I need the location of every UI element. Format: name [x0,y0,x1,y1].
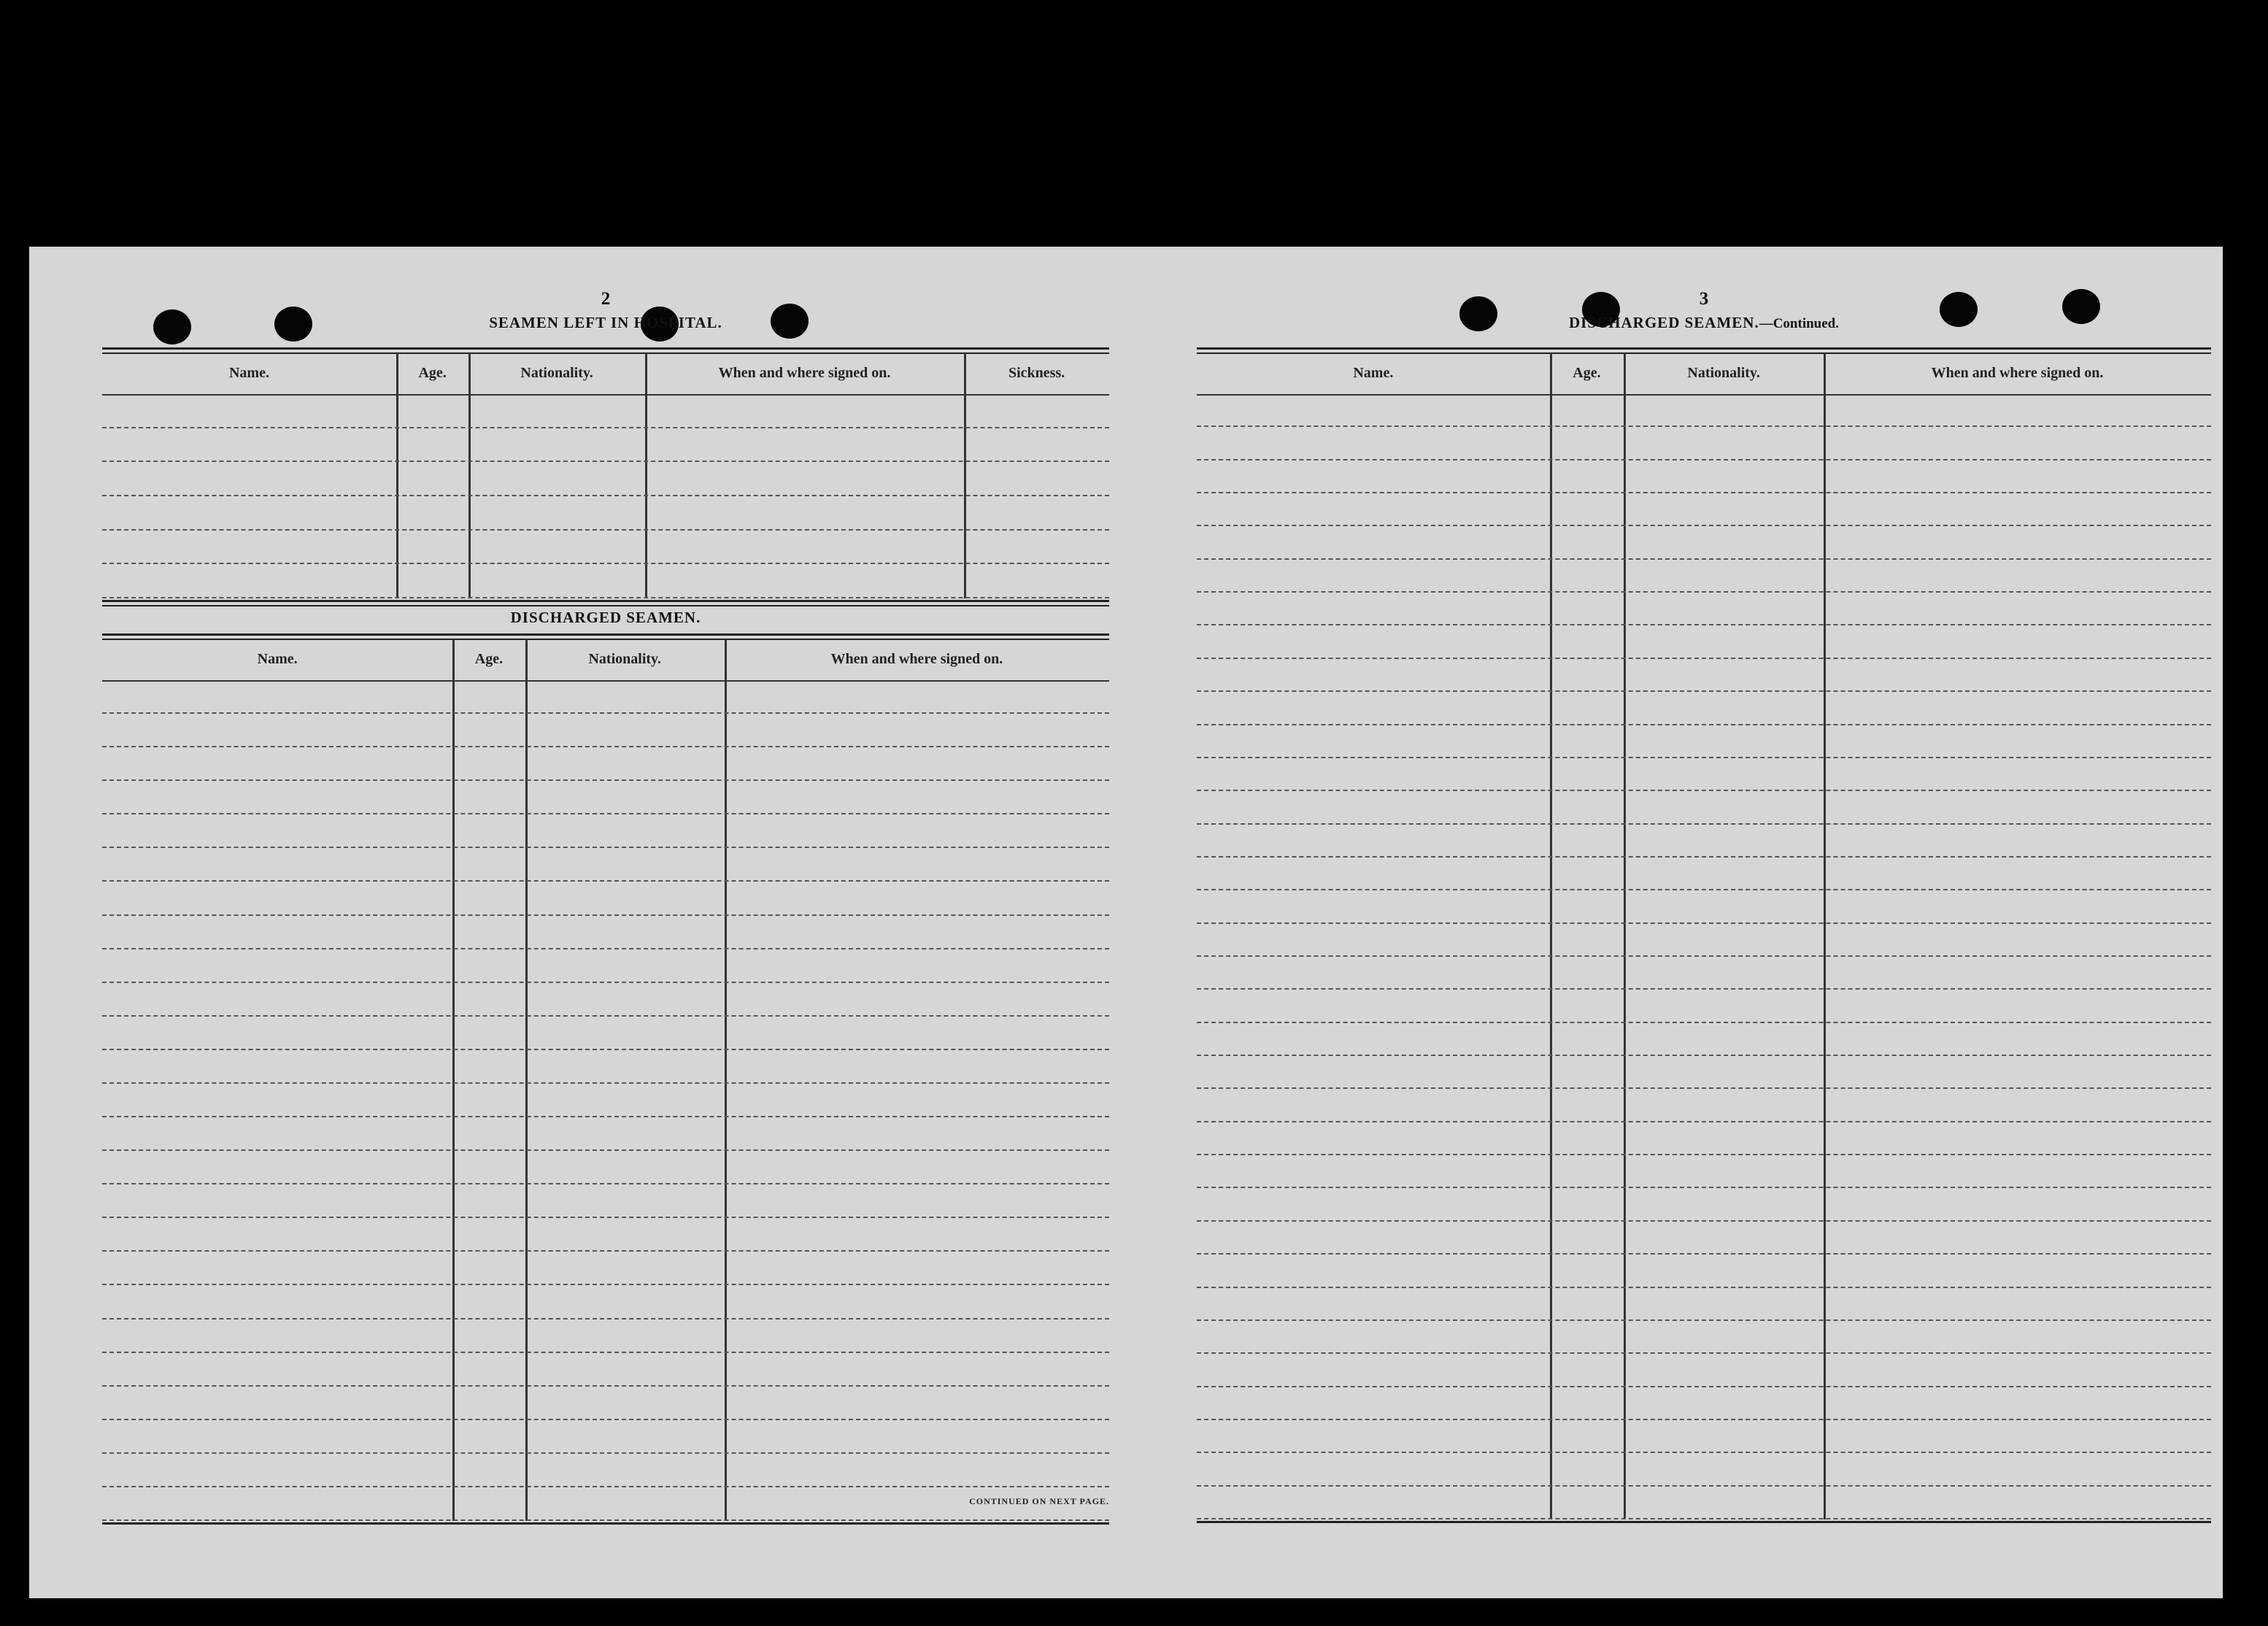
blank-row [1197,922,2211,924]
column-divider [396,353,398,598]
column-header: Nationality. [1687,365,1760,381]
column-divider [1824,353,1826,1519]
column-header-row [1197,353,2211,394]
header-rule [102,394,1109,396]
section-rule [102,600,1109,602]
blank-row [102,1082,1109,1084]
blank-row [102,1519,1109,1521]
discharged-section-title: DISCHARGED SEAMEN. [510,609,701,626]
blank-row [102,563,1109,564]
blank-row [102,779,1109,781]
blank-row [1197,459,2211,461]
blank-row [102,1183,1109,1184]
blank-row [1197,1187,2211,1188]
blank-row [1197,955,2211,957]
section-rule [102,633,1109,636]
column-divider [645,353,647,598]
discharged-continued-table [1197,353,2211,1519]
column-header: Nationality. [588,651,661,667]
hospital-section-title: SEAMEN LEFT IN HOSPITAL. [489,314,722,331]
blank-row [1197,1087,2211,1089]
column-header: Age. [1573,365,1601,381]
blank-row [102,982,1109,983]
blank-row [1197,1287,2211,1288]
blank-row [1197,988,2211,990]
column-divider [725,639,727,1521]
blank-row [1197,591,2211,593]
blank-row [1197,1253,2211,1255]
blank-row [102,461,1109,462]
blank-row [102,1116,1109,1117]
bottom-rule [102,1522,1109,1525]
top-rule [102,347,1109,350]
column-header-row [102,639,1109,680]
blank-row [1197,1055,2211,1056]
bottom-rule [1197,1521,2211,1523]
header-rule [1197,394,2211,396]
column-divider [452,639,455,1521]
title-suffix: —Continued. [1759,316,1839,331]
page-number: 2 [601,289,611,309]
title-main: DISCHARGED SEAMEN. [1569,314,1759,331]
blank-row [102,1250,1109,1252]
blank-row [1197,624,2211,625]
column-header: Name. [1353,365,1394,381]
blank-row [102,1015,1109,1017]
discharged-table [102,639,1109,1521]
top-rule [1197,347,2211,350]
blank-row [1197,1452,2211,1453]
column-header: Name. [257,651,298,667]
blank-row [102,1149,1109,1151]
blank-row [1197,525,2211,526]
blank-row [102,712,1109,714]
page-number: 3 [1699,289,1709,309]
ledger-sheet [29,247,2223,1598]
blank-row [1197,856,2211,858]
blank-row [102,427,1109,428]
column-header: Age. [418,365,447,381]
blank-row [102,1419,1109,1420]
blank-row [1197,1220,2211,1222]
column-header-row [102,353,1109,394]
blank-row [1197,1485,2211,1487]
blank-row [1197,889,2211,890]
blank-row [1197,1518,2211,1519]
column-divider [1624,353,1626,1519]
blank-row [1197,658,2211,659]
blank-row [1197,1154,2211,1155]
blank-row [1197,425,2211,427]
blank-row [102,1284,1109,1285]
blank-row [102,1452,1109,1454]
hospital-table [102,353,1109,598]
left-page [102,247,1109,1598]
column-divider [1550,353,1552,1519]
blank-row [102,813,1109,814]
blank-row [1197,492,2211,493]
blank-row [102,948,1109,949]
column-header: When and where signed on. [830,651,1003,667]
column-header: When and where signed on. [1931,365,2104,381]
blank-row [1197,1319,2211,1321]
blank-row [102,495,1109,496]
blank-row [102,1049,1109,1050]
blank-row [102,847,1109,848]
right-page [1197,247,2211,1598]
blank-row [102,597,1109,598]
blank-row [1197,724,2211,725]
blank-row [1197,1386,2211,1387]
discharged-continued-title [1197,314,2211,332]
column-divider [525,639,528,1521]
blank-row [1197,558,2211,560]
column-divider [468,353,471,598]
blank-row [1197,1352,2211,1354]
blank-row [102,746,1109,747]
blank-row [1197,757,2211,758]
blank-row [102,1352,1109,1353]
column-header: Name. [228,365,269,381]
column-header: Nationality. [520,365,593,381]
header-rule [102,680,1109,682]
blank-row [1197,823,2211,825]
blank-row [102,1217,1109,1218]
column-header: When and where signed on. [718,365,891,381]
column-header: Age. [474,651,504,667]
blank-row [102,1385,1109,1387]
column-divider [964,353,966,598]
blank-row [1197,1022,2211,1023]
blank-row [102,880,1109,882]
continued-note: CONTINUED ON NEXT PAGE. [969,1496,1109,1506]
blank-row [1197,1121,2211,1122]
column-header: Sickness. [1008,365,1065,381]
blank-row [1197,690,2211,692]
blank-row [1197,790,2211,791]
blank-row [1197,1419,2211,1420]
blank-row [102,1486,1109,1487]
blank-row [102,1318,1109,1319]
blank-row [102,914,1109,916]
blank-row [102,529,1109,531]
